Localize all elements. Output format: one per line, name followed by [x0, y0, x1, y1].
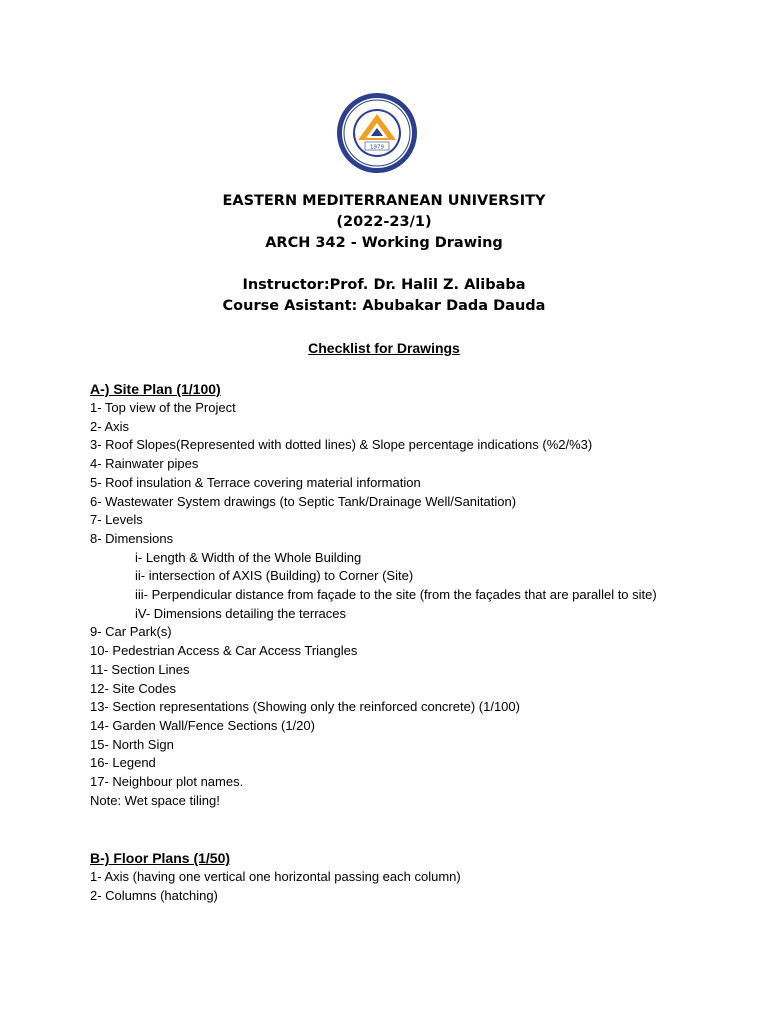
list-item: 3- Roof Slopes(Represented with dotted lines) & Slope percentage indications (%2/%3)	[90, 437, 593, 453]
university-name: EASTERN MEDITERRANEAN UNIVERSITY	[222, 193, 546, 209]
checklist-content	[90, 379, 680, 906]
checklist-title: Checklist for Drawings	[308, 340, 460, 356]
academic-term: (2022-23/1)	[336, 214, 432, 230]
sub-list-item: i- Length & Width of the Whole Building	[135, 549, 362, 565]
list-item: 5- Roof insulation & Terrace covering material information	[90, 474, 421, 490]
list-item: 2- Axis	[90, 418, 130, 434]
assistant-name: Course Asistant: Abubakar Dada Dauda	[222, 298, 546, 314]
list-item: 1- Axis (having one vertical one horizontal passing each column)	[90, 869, 461, 885]
list-item: 4- Rainwater pipes	[90, 456, 199, 472]
list-item: 17- Neighbour plot names.	[90, 774, 244, 790]
list-item: 9- Car Park(s)	[90, 624, 172, 640]
note-item: Note: Wet space tiling!	[90, 792, 220, 808]
seal-year: 1979	[370, 144, 384, 151]
list-item: 12- Site Codes	[90, 680, 176, 696]
sub-list-item: ii- intersection of AXIS (Building) to Corner (Site)	[135, 568, 414, 584]
list-item: 16- Legend	[90, 755, 156, 771]
list-item: 6- Wastewater System drawings (to Septic Tank/Drainage Well/Sanitation)	[90, 493, 517, 509]
sub-list-item: iii- Perpendicular distance from façade to the site (from the façades that are parallel to site)	[135, 587, 657, 603]
list-item: 2- Columns (hatching)	[90, 888, 218, 904]
list-item: 15- North Sign	[90, 736, 174, 752]
university-logo	[336, 92, 418, 174]
list-item: 8- Dimensions	[90, 530, 174, 546]
section-title-site-plan: A-) Site Plan (1/100)	[90, 381, 221, 397]
instructor-name: Instructor:Prof. Dr. Halil Z. Alibaba	[242, 277, 526, 293]
list-item: 10- Pedestrian Access & Car Access Triangles	[90, 643, 358, 659]
list-item: 14- Garden Wall/Fence Sections (1/20)	[90, 717, 315, 733]
document-header	[0, 191, 768, 317]
sub-list-item: iV- Dimensions detailing the terraces	[135, 605, 346, 621]
list-item: 7- Levels	[90, 512, 143, 528]
list-item: 13- Section representations (Showing only the reinforced concrete) (1/100)	[90, 699, 520, 715]
list-item: 1- Top view of the Project	[90, 400, 236, 415]
list-item: 11- Section Lines	[90, 661, 190, 677]
university-seal-icon	[336, 92, 418, 174]
section-title-floor-plans: B-) Floor Plans (1/50)	[90, 850, 231, 867]
course-title: ARCH 342 - Working Drawing	[265, 235, 503, 251]
